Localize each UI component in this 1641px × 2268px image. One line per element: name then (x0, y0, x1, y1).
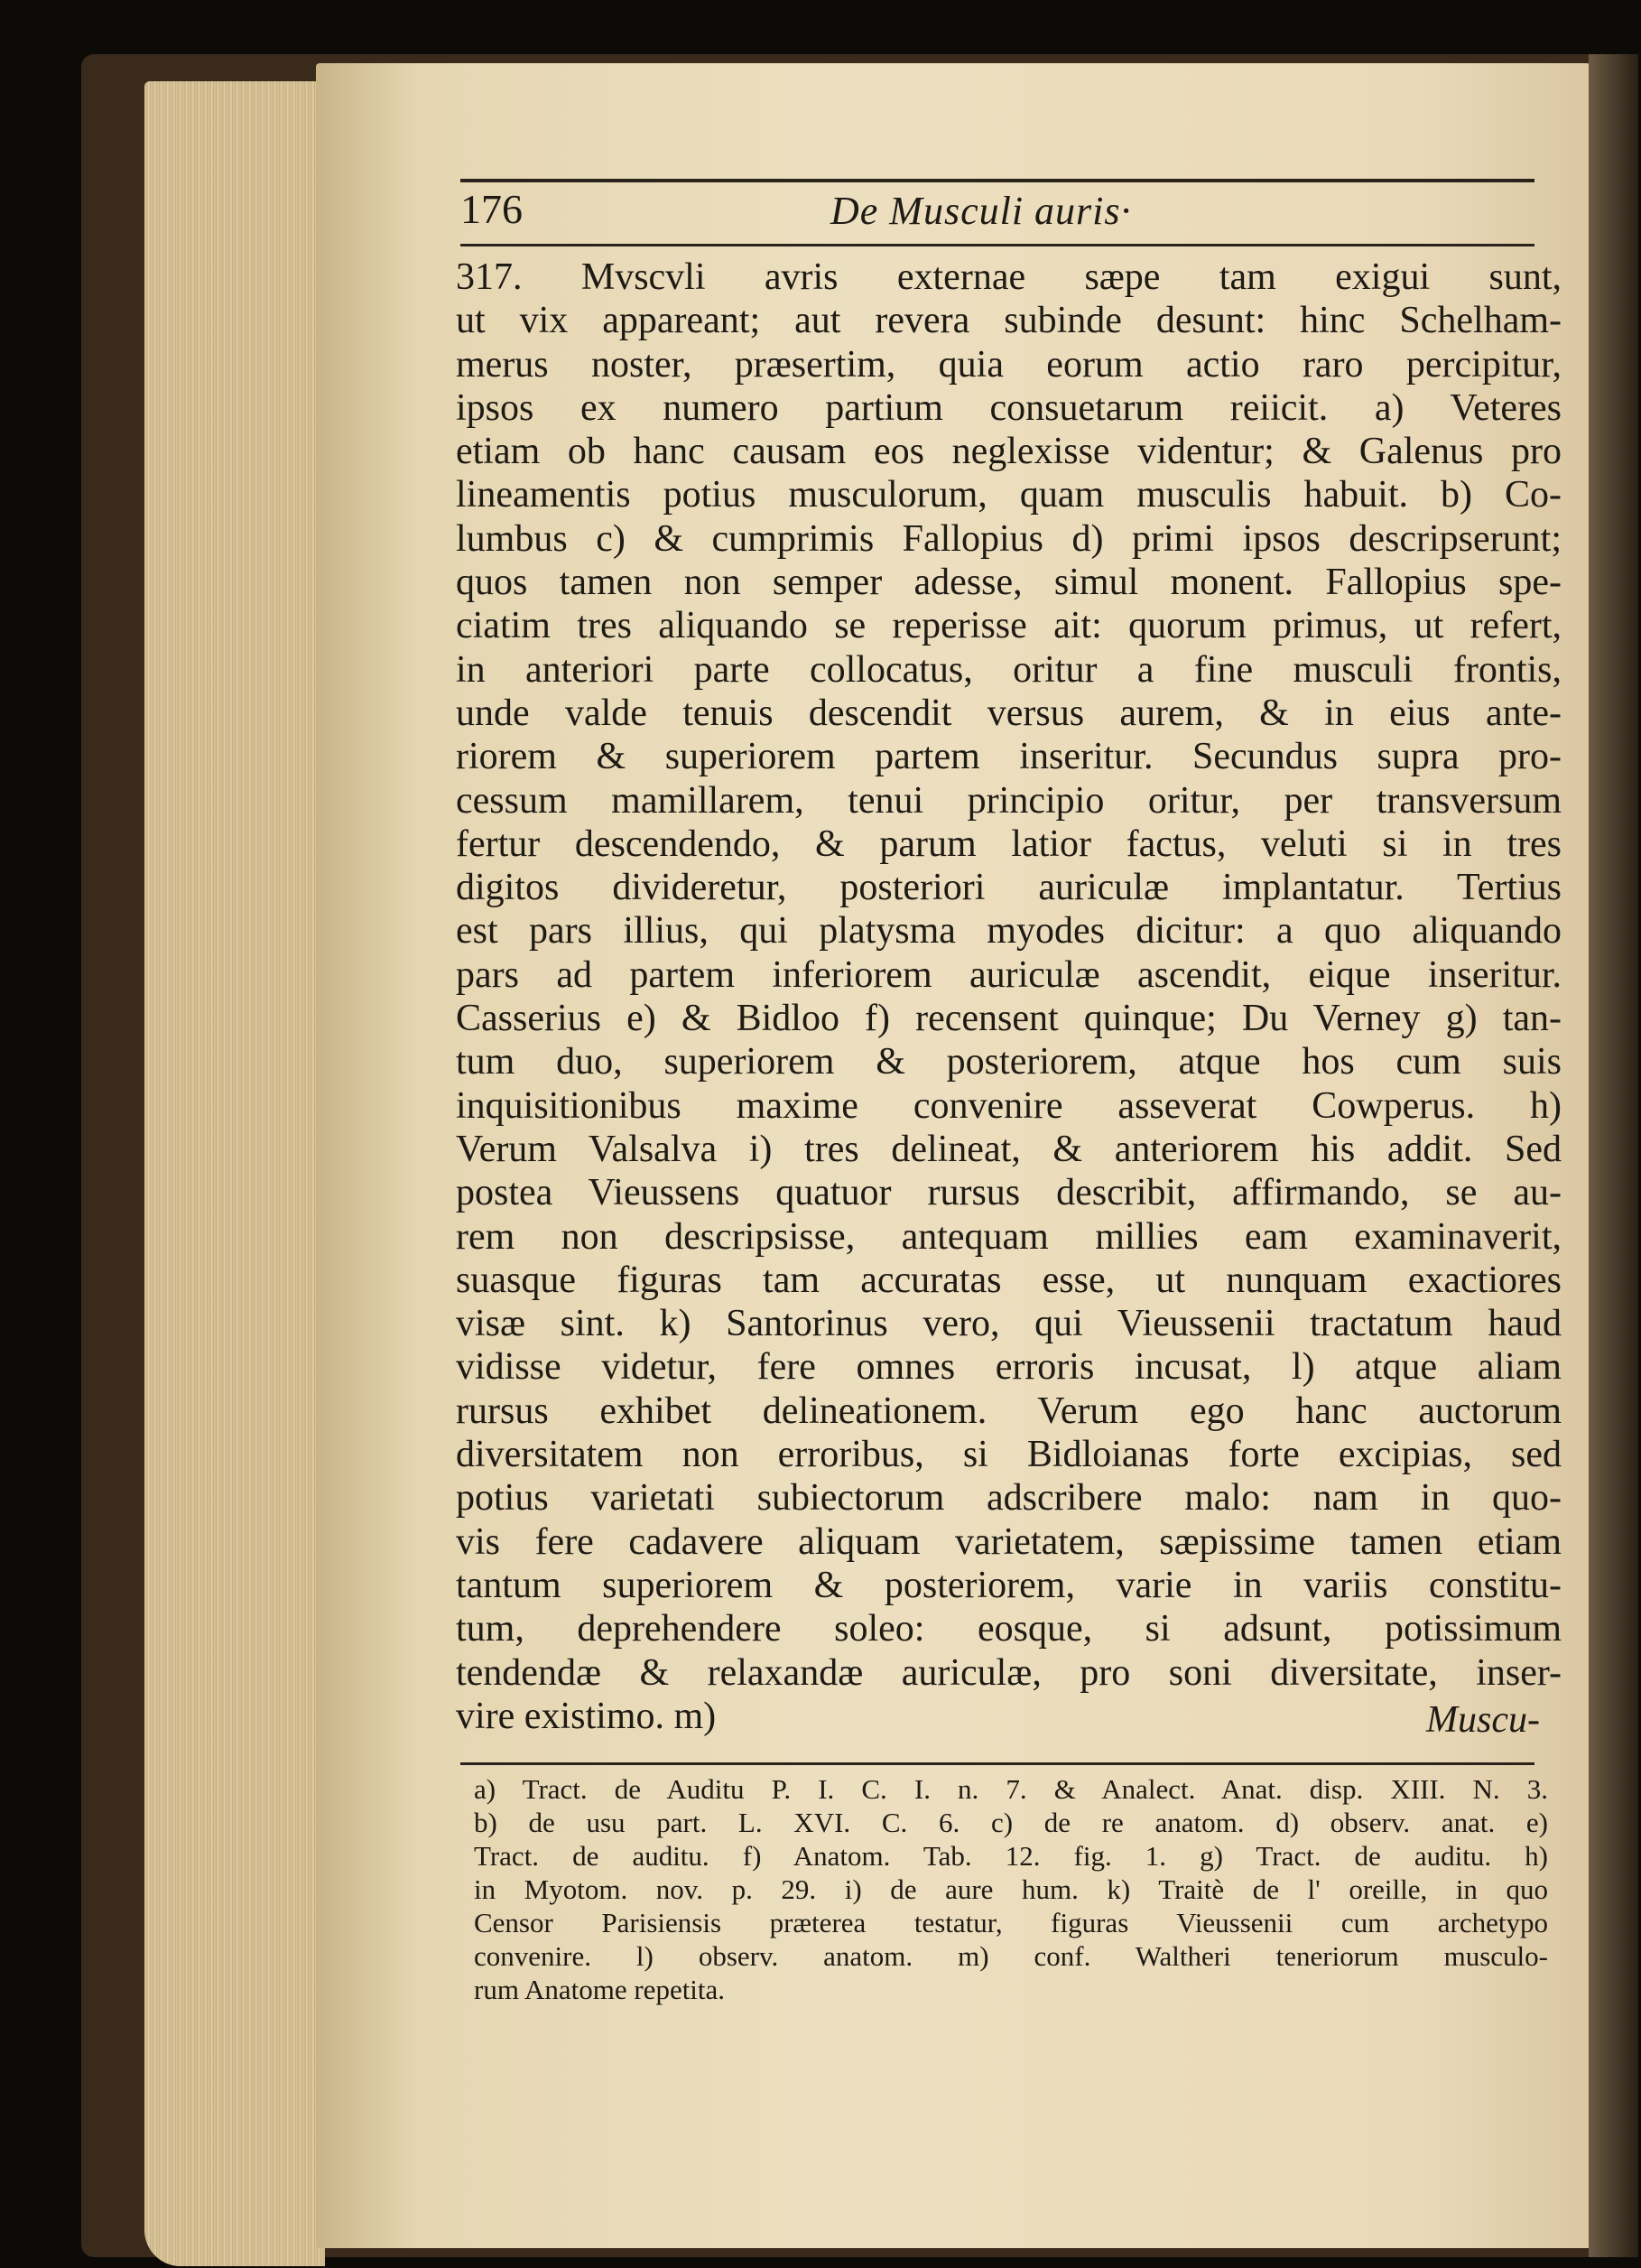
body-line: rursus exhibet delineationem. Verum ego hanc auctorum (456, 1390, 1562, 1432)
body-line: Verum Valsalva i) tres delineat, & anteriorem his addit. Sed (456, 1128, 1562, 1170)
footnotes (474, 1772, 1548, 2006)
body-line: fertur descendendo, & parum latior factus, veluti si in tres (456, 823, 1562, 865)
body-line: potius varietati subiectorum adscribere malo: nam in quo- (456, 1477, 1562, 1520)
body-line: riorem & superiorem partem inseritur. Secundus supra pro- (456, 736, 1562, 778)
body-line: Casserius e) & Bidloo f) recensent quinque; Du Verney g) tan- (456, 998, 1562, 1040)
body-line: tum, deprehendere soleo: eosque, si adsunt, potissimum (456, 1608, 1562, 1650)
catchword: Muscu- (1426, 1699, 1540, 1741)
running-head: De Musculi auris· (830, 189, 1132, 233)
body-text (456, 256, 1562, 1738)
body-line: in anteriori parte collocatus, oritur a fine musculi frontis, (456, 648, 1562, 691)
footnote-line: b) de usu part. L. XVI. C. 6. c) de re anatom. d) observ. anat. e) (474, 1807, 1548, 1838)
body-line: tendendæ & relaxandæ auriculæ, pro soni diversitate, inser- (456, 1651, 1562, 1694)
body-line: lineamentis potius musculorum, quam musculis habuit. b) Co- (456, 474, 1562, 516)
body-line: quos tamen non semper adesse, simul monent. Fallopius spe- (456, 562, 1562, 604)
body-line: visæ sint. k) Santorinus vero, qui Vieussenii tractatum haud (456, 1303, 1562, 1345)
body-line: digitos divideretur, posteriori auriculæ implantatur. Tertius (456, 867, 1562, 909)
body-line: postea Vieussens quatuor rursus describit, affirmando, se au- (456, 1172, 1562, 1214)
book-gutter (1589, 54, 1638, 2257)
body-line: vis fere cadavere aliquam varietatem, sæpissime tamen etiam (456, 1520, 1562, 1563)
body-line: merus noster, præsertim, quia eorum actio raro percipitur, (456, 343, 1562, 386)
page-number: 176 (460, 186, 523, 232)
body-line: vidisse videtur, fere omnes erroris incusat, l) atque aliam (456, 1346, 1562, 1389)
body-line: 317. Mvscvli avris externae sæpe tam exigui sunt, (456, 256, 1562, 298)
body-line: diversitatem non erroribus, si Bidloianas forte excipias, sed (456, 1434, 1562, 1476)
body-line: ipsos ex numero partium consuetarum reiicit. a) Veteres (456, 386, 1562, 429)
body-line: pars ad partem inferiorem auriculæ ascendit, eique inseritur. (456, 953, 1562, 996)
body-line: inquisitionibus maxime convenire asseverat Cowperus. h) (456, 1084, 1562, 1127)
body-line: etiam ob hanc causam eos neglexisse videntur; & Galenus pro (456, 431, 1562, 473)
footnote-line: rum Anatome repetita. (474, 1974, 726, 2005)
body-line: lumbus c) & cumprimis Fallopius d) primi ipsos descripserunt; (456, 517, 1562, 560)
footnote-line: Censor Parisiensis præterea testatur, figuras Vieussenii cum archetypo (474, 1907, 1548, 1938)
body-line: ciatim tres aliquando se reperisse ait: quorum primus, ut refert, (456, 605, 1562, 647)
footnote-line: a) Tract. de Auditu P. I. C. I. n. 7. & Analect. Anat. disp. XIII. N. 3. (474, 1773, 1548, 1805)
footnote-rule (460, 1762, 1534, 1765)
body-line: est pars illius, qui platysma myodes dicitur: a quo aliquando (456, 910, 1562, 953)
body-line: tantum superiorem & posteriorem, varie in variis constitu- (456, 1564, 1562, 1606)
header-rule-top (460, 179, 1534, 182)
body-line: vire existimo. m) (456, 1695, 717, 1737)
body-line: suasque figuras tam accuratas esse, ut nunquam exactiores (456, 1259, 1562, 1301)
body-line: rem non descripsisse, antequam millies eam examinaverit, (456, 1215, 1562, 1258)
body-line: ut vix appareant; aut revera subinde desunt: hinc Schelham- (456, 300, 1562, 342)
body-line: tum duo, superiorem & posteriorem, atque hos cum suis (456, 1041, 1562, 1083)
footnote-line: Tract. de auditu. f) Anatom. Tab. 12. fig. 1. g) Tract. de auditu. h) (474, 1840, 1548, 1872)
page-edges (144, 81, 325, 2266)
body-line: unde valde tenuis descendit versus aurem, & in eius ante- (456, 692, 1562, 734)
body-line: cessum mamillarem, tenui principio oritur, per transversum (456, 779, 1562, 822)
header-rule-bottom (460, 244, 1534, 246)
footnote-line: convenire. l) observ. anatom. m) conf. Waltheri teneriorum musculo- (474, 1940, 1548, 1972)
footnote-line: in Myotom. nov. p. 29. i) de aure hum. k) Traitè de l' oreille, in quo (474, 1873, 1548, 1905)
